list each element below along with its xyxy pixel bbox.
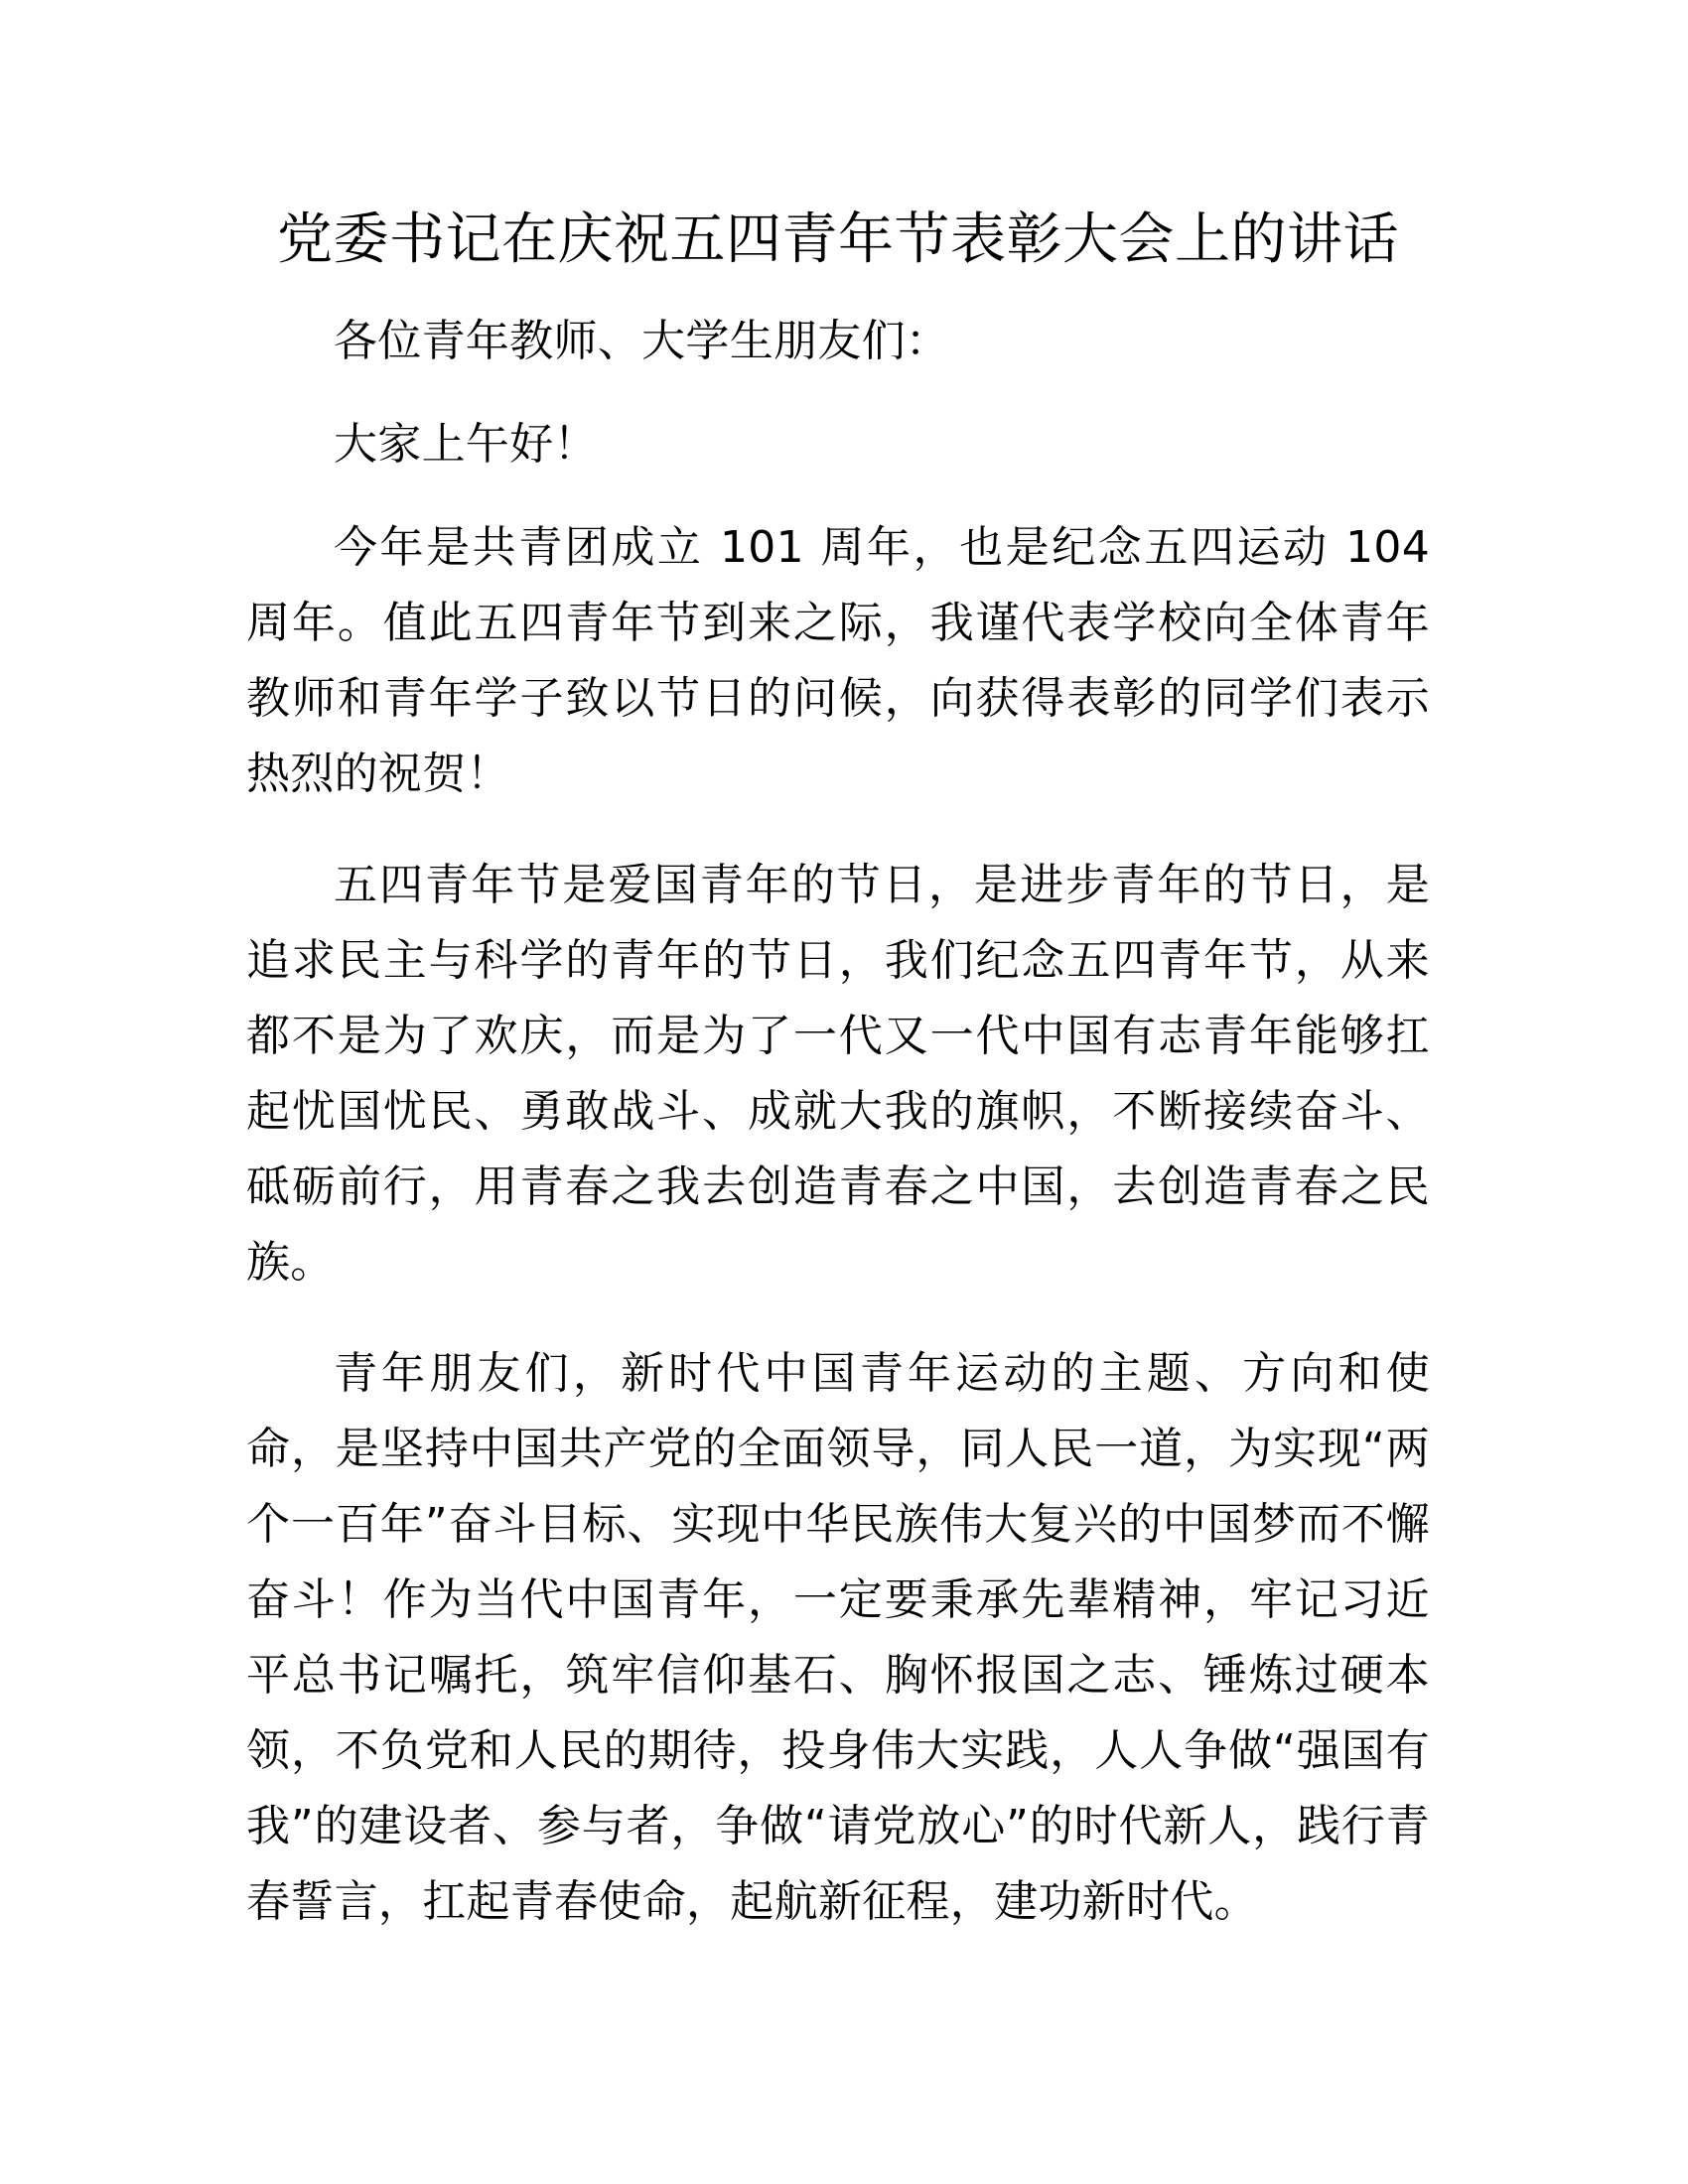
- salutation: 各位青年教师、大学生朋友们：: [334, 316, 950, 366]
- document-body: [246, 199, 1430, 1940]
- paragraph-youth-mission: 青年朋友们，新时代中国青年运动的主题、方向和使命，是坚持中国共产党的全面领导，同人民一道，为实现“两个一百年”奋斗目标、实现中华民族伟大复兴的中国梦而不懈奋斗！作为当代中国青年，一定要秉承先辈精神，牢记习近平总书记嘱托，筑牢信仰基石、胸怀报国之志、锤炼过硬本领，不负党和人民的期待，投身伟大实践，人人争做“强国有我”的建设者、参与者，争做“请党放心”的时代新人，践行青春誓言，扛起青春使命，起航新征程，建功新时代。: [246, 1348, 1430, 1927]
- greeting: 大家上午好！: [334, 419, 598, 470]
- paragraph-anniversary: 今年是共青团成立 101 周年，也是纪念五四运动 104 周年。值此五四青年节到来之际，我谨代表学校向全体青年教师和青年学子致以节日的问候，向获得表彰的同学们表示热烈的祝贺！: [246, 522, 1430, 799]
- paragraph-festival-meaning: 五四青年节是爱国青年的节日，是进步青年的节日，是追求民主与科学的青年的节日，我们纪念五四青年节，从来都不是为了欢庆，而是为了一代又一代中国有志青年能够扛起忧国忧民、勇敢战斗、成就大我的旗帜，不断接续奋斗、砥砺前行，用青春之我去创造青春之中国，去创造青春之民族。: [246, 860, 1430, 1288]
- document-title: 党委书记在庆祝五四青年节表彰大会上的讲话: [277, 207, 1399, 272]
